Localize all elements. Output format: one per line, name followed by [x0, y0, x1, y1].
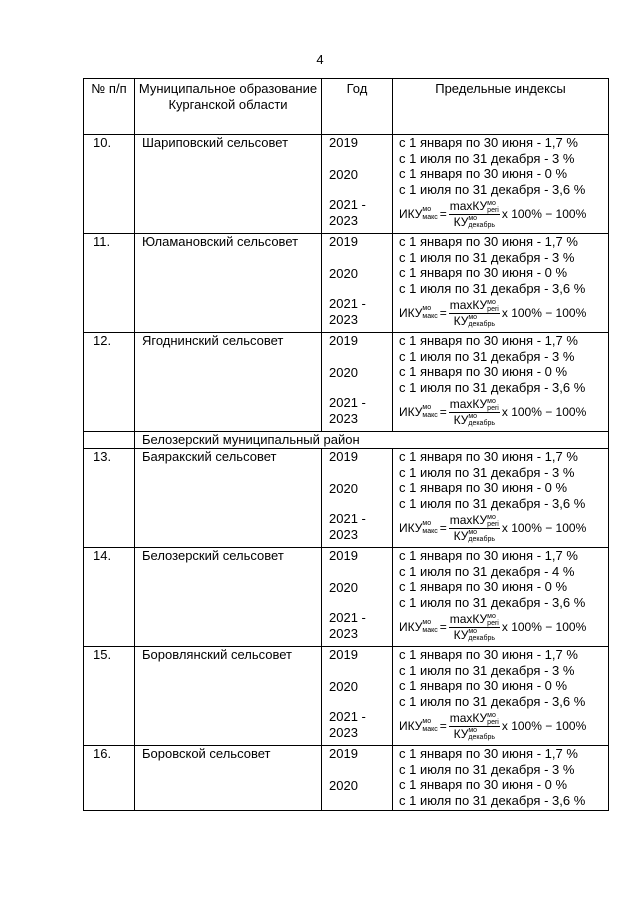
- year-2020: 2020: [329, 679, 358, 694]
- year-cell: [322, 746, 393, 811]
- year-cell: [322, 333, 393, 432]
- row-number: 11.: [84, 234, 135, 333]
- table-row: [84, 449, 609, 548]
- year-2019: 2019: [329, 135, 358, 150]
- index-line: с 1 июля по 31 декабря - 3 %: [399, 662, 575, 678]
- header-num: № п/п: [84, 79, 135, 135]
- district-row-empty: [84, 432, 135, 449]
- year-2019: 2019: [329, 746, 358, 761]
- index-line: с 1 июля по 31 декабря - 3 %: [399, 464, 575, 480]
- indices-cell: [393, 746, 609, 811]
- year-2021-2023-block: [329, 183, 392, 229]
- year-cell: [322, 135, 393, 234]
- row-number: 13.: [84, 449, 135, 548]
- year-2019: 2019: [329, 234, 358, 249]
- index-line: с 1 января по 30 июня - 0 %: [399, 265, 568, 280]
- index-formula: ИКУ мо макс = maxКУ мо peri КУ мо декабрь x 100% − 100%: [399, 512, 587, 544]
- row-number: 10.: [84, 135, 135, 234]
- municipality-name: Баяракский сельсовет: [135, 449, 322, 548]
- year-2019: 2019: [329, 548, 358, 563]
- year-2023-label: 2023: [329, 527, 358, 542]
- year-2023-label: 2023: [329, 626, 358, 641]
- indices-cell: [393, 234, 609, 333]
- indices-cell: [393, 449, 609, 548]
- municipality-name: Ягоднинский сельсовет: [135, 333, 322, 432]
- header-year: Год: [322, 79, 393, 135]
- index-line: с 1 июля по 31 декабря - 3,6 %: [399, 495, 586, 511]
- indices-cell: [393, 333, 609, 432]
- index-line: с 1 января по 30 июня - 1,7 %: [399, 234, 578, 249]
- year-2021-label: 2021 -: [329, 296, 366, 311]
- table-row: [84, 746, 609, 811]
- index-line: с 1 января по 30 июня - 1,7 %: [399, 647, 578, 662]
- index-formula: ИКУ мо макс = maxКУ мо peri КУ мо декабрь x 100% − 100%: [399, 297, 587, 329]
- year-cell: [322, 548, 393, 647]
- index-line: с 1 июля по 31 декабря - 3,6 %: [399, 280, 586, 296]
- year-2021-2023-block: [329, 596, 392, 642]
- index-line: с 1 января по 30 июня - 1,7 %: [399, 449, 578, 464]
- year-2021-label: 2021 -: [329, 511, 366, 526]
- index-line: с 1 января по 30 июня - 0 %: [399, 777, 568, 792]
- index-line: с 1 июля по 31 декабря - 3,6 %: [399, 594, 586, 610]
- index-line: с 1 июля по 31 декабря - 3 %: [399, 348, 575, 364]
- year-2021-label: 2021 -: [329, 395, 366, 410]
- index-line: с 1 января по 30 июня - 0 %: [399, 166, 568, 181]
- year-2023-label: 2023: [329, 213, 358, 228]
- year-2023-label: 2023: [329, 725, 358, 740]
- row-number: 16.: [84, 746, 135, 811]
- row-number: 15.: [84, 647, 135, 746]
- index-line: с 1 января по 30 июня - 0 %: [399, 364, 568, 379]
- year-2019: 2019: [329, 647, 358, 662]
- header-municipality: Муниципальное образование Курганской области: [135, 79, 322, 135]
- municipality-name: Белозерский сельсовет: [135, 548, 322, 647]
- year-2020: 2020: [329, 580, 358, 595]
- index-line: с 1 января по 30 июня - 1,7 %: [399, 135, 578, 150]
- year-2020: 2020: [329, 481, 358, 496]
- year-2019: 2019: [329, 449, 358, 464]
- year-2020: 2020: [329, 266, 358, 281]
- index-line: с 1 июля по 31 декабря - 3,6 %: [399, 379, 586, 395]
- municipality-name: Боровской сельсовет: [135, 746, 322, 811]
- index-line: с 1 июля по 31 декабря - 3,6 %: [399, 693, 586, 709]
- year-2021-2023-block: [329, 282, 392, 328]
- district-name: Белозерский муниципальный район: [135, 432, 609, 449]
- index-line: с 1 января по 30 июня - 0 %: [399, 678, 568, 693]
- index-line: с 1 января по 30 июня - 1,7 %: [399, 548, 578, 563]
- index-line: с 1 января по 30 июня - 1,7 %: [399, 746, 578, 761]
- index-formula: ИКУ мо макс = maxКУ мо peri КУ мо декабрь x 100% − 100%: [399, 198, 587, 230]
- year-2023-label: 2023: [329, 312, 358, 327]
- year-2021-2023-block: [329, 381, 392, 427]
- year-2021-label: 2021 -: [329, 610, 366, 625]
- index-line: с 1 июля по 31 декабря - 3 %: [399, 761, 575, 777]
- year-2020: 2020: [329, 167, 358, 182]
- index-formula: ИКУ мо макс = maxКУ мо peri КУ мо декабрь x 100% − 100%: [399, 611, 587, 643]
- index-line: с 1 января по 30 июня - 1,7 %: [399, 333, 578, 348]
- municipality-name: Шариповский сельсовет: [135, 135, 322, 234]
- index-line: с 1 января по 30 июня - 0 %: [399, 579, 568, 594]
- year-2021-2023-block: [329, 497, 392, 543]
- table-row: [84, 548, 609, 647]
- year-2020: 2020: [329, 778, 358, 793]
- table-row: [84, 135, 609, 234]
- year-2023-label: 2023: [329, 411, 358, 426]
- municipality-name: Боровлянский сельсовет: [135, 647, 322, 746]
- index-line: с 1 июля по 31 декабря - 4 %: [399, 563, 575, 579]
- indices-cell: [393, 135, 609, 234]
- year-2021-label: 2021 -: [329, 197, 366, 212]
- limit-indices-table: [83, 78, 609, 811]
- index-line: с 1 июля по 31 декабря - 3 %: [399, 150, 575, 166]
- index-line: с 1 июля по 31 декабря - 3,6 %: [399, 181, 586, 197]
- year-2019: 2019: [329, 333, 358, 348]
- table-header-row: [84, 79, 609, 135]
- row-number: 14.: [84, 548, 135, 647]
- year-2020: 2020: [329, 365, 358, 380]
- district-row: [84, 432, 609, 449]
- index-formula: ИКУ мо макс = maxКУ мо peri КУ мо декабрь x 100% − 100%: [399, 396, 587, 428]
- table-row: [84, 333, 609, 432]
- index-line: с 1 июля по 31 декабря - 3,6 %: [399, 792, 586, 808]
- year-2021-label: 2021 -: [329, 709, 366, 724]
- table-row: [84, 234, 609, 333]
- year-2021-2023-block: [329, 695, 392, 741]
- index-line: с 1 июля по 31 декабря - 3 %: [399, 249, 575, 265]
- index-formula: ИКУ мо макс = maxКУ мо peri КУ мо декабрь x 100% − 100%: [399, 710, 587, 742]
- page-number: 4: [316, 52, 324, 67]
- header-indices: Предельные индексы: [393, 79, 609, 135]
- year-cell: [322, 234, 393, 333]
- row-number: 12.: [84, 333, 135, 432]
- year-cell: [322, 449, 393, 548]
- year-cell: [322, 647, 393, 746]
- table-row: [84, 647, 609, 746]
- indices-cell: [393, 647, 609, 746]
- index-line: с 1 января по 30 июня - 0 %: [399, 480, 568, 495]
- indices-cell: [393, 548, 609, 647]
- municipality-name: Юламановский сельсовет: [135, 234, 322, 333]
